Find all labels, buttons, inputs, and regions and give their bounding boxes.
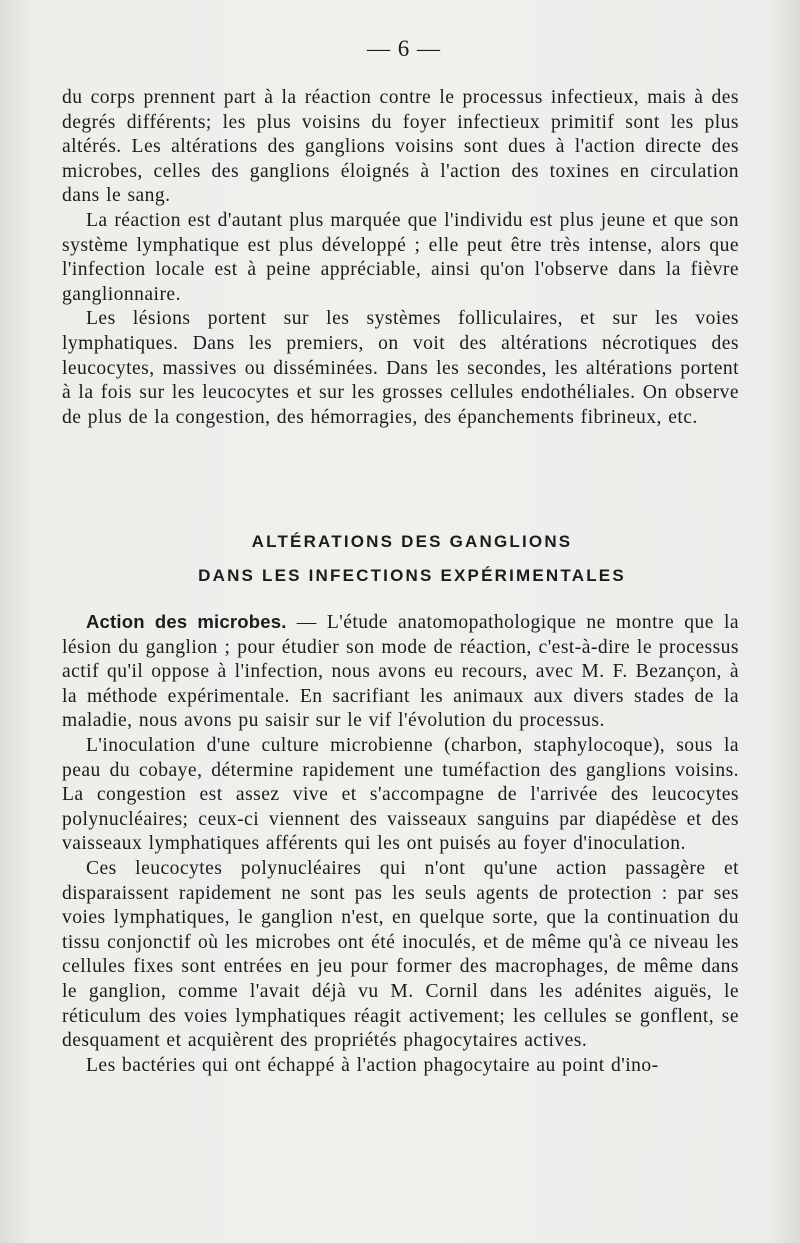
text-block-bottom: [62, 610, 739, 1078]
paragraph-bacteries: Les bactéries qui ont échappé à l'action phagocytaire au point d'ino-: [86, 1054, 659, 1076]
section-heading-line2: DANS LES INFECTIONS EXPÉRIMENTALES: [198, 566, 626, 585]
paragraph-lesions: Les lésions portent sur les systèmes folliculaires, et sur les voies lymphatiques. Dans les premiers, on voit des altérations nécrotiques des leucocytes, massives ou disséminées. Dans les secondes, les altérations portent à la fois sur les leucocytes et sur les grosses cellules endothéliales. On observe de plus de la congestion, des hémorragies, des épanchements fibrineux, etc.: [62, 308, 739, 428]
paragraph-leucocytes: Ces leucocytes polynucléaires qui n'ont qu'une action passagère et disparaissent rapidement ne sont pas les seuls agents de protection : par ses voies lymphatiques, le ganglion n'est, en quelque sorte, que la continuation du tissu conjonctif où les microbes ont été inoculés, et de même qu'à ce niveau les cellules fixes sont entrées en jeu pour former des macrophages, de même dans le ganglion, comme l'avait déjà vu M. Cornil dans les adénites aiguës, le réticulum des voies lymphatiques réagit activement; les cellules se gonflent, se desquament et acquièrent des propriétés phagocytaires actives.: [62, 857, 739, 1052]
paragraph-action-microbes: [62, 610, 739, 734]
run-in-heading: Action des microbes.: [86, 611, 287, 632]
text-block-top: [62, 86, 739, 430]
paragraph-continuation: du corps prennent part à la réaction contre le processus infectieux, mais à des degrés différents; les plus voisins du foyer infectieux primitif sont les plus altérés. Les altérations des ganglions voisins sont dues à l'action directe des microbes, celles des ganglions éloignés à l'action des toxines en circulation dans le sang.: [62, 87, 739, 207]
paragraph-action-microbes-text: — L'étude anatomopathologique ne montre que la lésion du ganglion ; pour étudier son mode de réaction, c'est-à-dire le processus actif qu'il oppose à l'infection, nous avons eu recours, avec M. F. Bezançon, à la méthode expérimentale. En sacrifiant les animaux aux divers stades de la maladie, nous avons pu saisir sur le vif l'évolution du processus.: [62, 612, 739, 732]
paragraph-inoculation: L'inoculation d'une culture microbienne (charbon, staphylocoque), sous la peau du cobaye, détermine rapidement une tuméfaction des ganglions voisins. La congestion est assez vive et s'accompagne de l'arrivée des leucocytes polynucléaires; ceux-ci viennent des vaisseaux sanguins par diapédèse et des vaisseaux lymphatiques afférents qui les ont puisés au foyer d'inoculation.: [62, 734, 739, 855]
page-number: — 6 —: [367, 36, 441, 61]
section-heading-line1: ALTÉRATIONS DES GANGLIONS: [251, 532, 573, 551]
paragraph-reaction: La réaction est d'autant plus marquée que l'individu est plus jeune et que son système lymphatique est plus développé ; elle peut être très intense, alors que l'infection locale est à peine appréciable, ainsi qu'on l'observe dans la fièvre ganglionnaire.: [62, 209, 739, 305]
